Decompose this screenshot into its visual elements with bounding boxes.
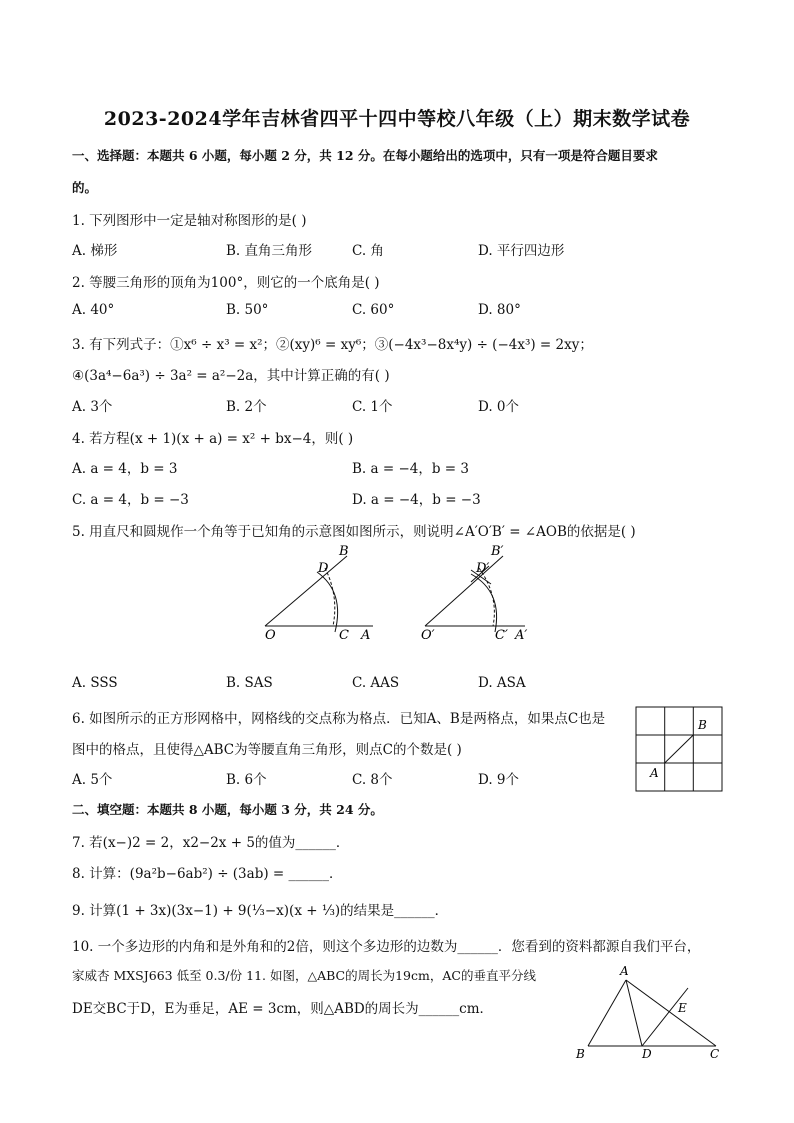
q6-label-a: A	[650, 766, 659, 780]
q5-label-b-prime: B′	[491, 544, 504, 559]
q5-label-d: D	[318, 561, 329, 576]
q6-option-c: C. 8个	[352, 772, 393, 788]
q5-label-b: B	[339, 544, 349, 559]
q11-label-c: C	[710, 1047, 720, 1061]
q4-option-a: A. a = 4，b = 3	[72, 461, 178, 477]
q5-option-a: A. SSS	[72, 675, 118, 691]
q7-stem: 7. 若(x−)2 = 2，x2−2x + 5的值为______．	[72, 835, 350, 851]
q6-option-b: B. 6个	[226, 772, 267, 788]
q5-angle-figure	[255, 540, 545, 646]
section1-header-cont: 的。	[72, 180, 98, 195]
section1-header: 一、选择题：本题共 6 小题，每小题 2 分，共 12 分。在每小题给出的选项中，只有一项是符合题目要求	[72, 148, 658, 163]
q2-option-b: B. 50°	[226, 302, 269, 318]
q10-line2: 家威杏 MXSJ663 低至 0.3/份 11. 如图，△ABC的周长为19cm，AC的垂直平分线	[72, 968, 536, 983]
q4-option-d: D. a = −4，b = −3	[352, 492, 481, 508]
q10-line1: 10. 一个多边形的内角和是外角和的2倍，则这个多边形的边数为______．您看到的资料都源自我们平台，	[72, 939, 701, 955]
q6-option-d: D. 9个	[478, 772, 520, 788]
page-title: 2023-2024学年吉林省四平十四中等校八年级（上）期末数学试卷	[103, 108, 691, 130]
q11-label-e: E	[678, 1001, 687, 1015]
q3-option-c: C. 1个	[352, 399, 393, 415]
q3-stem-line2: ④(3a⁴−6a³) ÷ 3a² = a²−2a，其中计算正确的有( )	[72, 368, 390, 384]
section2-header: 二、填空题：本题共 8 小题，每小题 3 分，共 24 分。	[72, 802, 383, 817]
q2-option-a: A. 40°	[72, 302, 115, 318]
q1-option-d: D. 平行四边形	[478, 243, 565, 259]
q3-option-d: D. 0个	[478, 399, 520, 415]
q5-option-b: B. SAS	[226, 675, 273, 691]
q6-stem-line1: 6. 如图所示的正方形网格中，网格线的交点称为格点．已知A、B是两格点，如果点C也是	[72, 711, 606, 727]
q3-option-b: B. 2个	[226, 399, 267, 415]
q11-label-b: B	[576, 1047, 585, 1061]
q5-label-a-prime: A′	[515, 628, 528, 643]
q1-stem: 1. 下列图形中一定是轴对称图形的是( )	[72, 213, 307, 229]
q2-option-d: D. 80°	[478, 302, 521, 318]
q6-stem-line2: 图中的格点，且使得△ABC为等腰直角三角形，则点C的个数是( )	[72, 742, 462, 758]
q1-option-a: A. 梯形	[72, 243, 118, 259]
q3-stem-line1: 3. 有下列式子：①x⁶ ÷ x³ = x²；②(xy)⁶ = xy⁶；③(−4x³−8x⁴y) ÷ (−4x³) = 2xy；	[72, 337, 593, 353]
q4-option-c: C. a = 4，b = −3	[72, 492, 189, 508]
q10-line3: DE交BC于D，E为垂足，AE = 3cm，则△ABD的周长为______cm．	[72, 1001, 494, 1017]
q4-option-b: B. a = −4，b = 3	[352, 461, 469, 477]
q5-option-c: C. AAS	[352, 675, 400, 691]
q6-option-a: A. 5个	[72, 772, 113, 788]
q11-label-a: A	[620, 964, 629, 978]
q8-stem: 8. 计算：(9a²b−6ab²) ÷ (3ab) = ______．	[72, 866, 343, 882]
q5-label-o: O	[265, 628, 276, 643]
q6-label-b: B	[698, 718, 707, 732]
q5-label-c: C	[339, 628, 349, 643]
q11-label-d: D	[642, 1047, 652, 1061]
q9-stem: 9. 计算(1 + 3x)(3x−1) + 9(⅓−x)(x + ⅓)的结果是______．	[72, 903, 449, 919]
q6-grid-figure	[634, 705, 726, 793]
q5-stem: 5. 用直尺和圆规作一个角等于已知角的示意图如图所示，则说明∠A′O′B′ = ∠AOB的依据是( )	[72, 524, 636, 540]
q5-label-a: A	[361, 628, 371, 643]
q3-option-a: A. 3个	[72, 399, 113, 415]
q5-label-o-prime: O′	[421, 628, 435, 643]
q2-stem: 2. 等腰三角形的顶角为100°，则它的一个底角是( )	[72, 275, 380, 291]
q5-option-d: D. ASA	[478, 675, 526, 691]
q5-label-d-prime: D′	[476, 561, 490, 576]
q4-stem: 4. 若方程(x + 1)(x + a) = x² + bx−4，则( )	[72, 431, 354, 447]
q11-triangle-figure	[570, 962, 730, 1066]
q5-label-c-prime: C′	[495, 628, 508, 643]
q2-option-c: C. 60°	[352, 302, 395, 318]
q1-option-b: B. 直角三角形	[226, 243, 313, 259]
q1-option-c: C. 角	[352, 243, 384, 259]
